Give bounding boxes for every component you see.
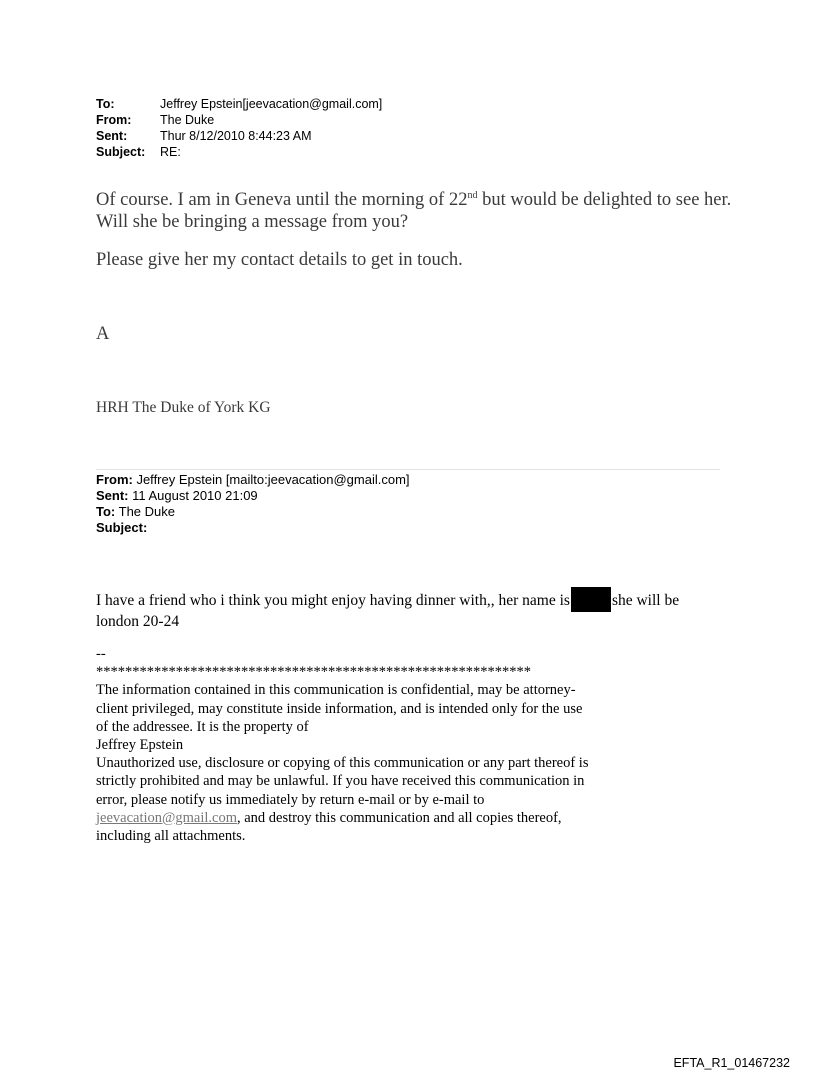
forwarded-header	[96, 472, 410, 536]
signature: HRH The Duke of York KG	[96, 399, 271, 416]
disclaimer	[96, 645, 596, 845]
reply-text-end: but would be delighted to see her. Will she be bringing a message from you?	[96, 190, 732, 232]
reply-paragraph-1	[96, 189, 736, 233]
redaction-box	[571, 587, 611, 612]
email-link[interactable]: jeevacation@gmail.com	[96, 809, 237, 826]
disclaimer-owner: Jeffrey Epstein	[96, 737, 184, 754]
header-subject-row	[96, 144, 382, 160]
asterisk-separator: ************************************************************	[96, 664, 531, 681]
fwd-from-row	[96, 472, 410, 488]
fwd-from-label: From:	[96, 472, 133, 487]
to-label: To:	[96, 97, 115, 111]
header-to-row	[96, 96, 382, 112]
message-text-end: she will be london 20-24	[96, 592, 680, 630]
from-value: The Duke	[160, 113, 215, 127]
subject-label: Subject:	[96, 145, 146, 159]
document-id: EFTA_R1_01467232	[673, 1056, 790, 1070]
message-text-start: I have a friend who i think you might enjoy having dinner with,, her name is	[96, 592, 570, 609]
disclaimer-text-1: The information contained in this communication is confidential, may be attorney-client privileged, may constitute inside information, and is intended only for the use of the addressee. It is the property of	[96, 682, 583, 735]
subject-value: RE:	[160, 145, 181, 159]
disclaimer-text-3: , and destroy this communication and all copies thereof, including all attachments.	[96, 809, 562, 845]
ordinal-suffix: nd	[467, 190, 478, 201]
disclaimer-text-2: Unauthorized use, disclosure or copying of this communication or any part thereof is strictly prohibited and may be unlawful. If you have received this communication in error, please notify us immediately by return e-mail or by e-mail to	[96, 755, 589, 808]
sign-initial: A	[96, 324, 110, 344]
fwd-sent-row	[96, 488, 410, 504]
fwd-subject-label: Subject:	[96, 520, 148, 535]
header-sent-row	[96, 128, 382, 144]
fwd-subject-row	[96, 520, 410, 536]
divider-line	[96, 469, 720, 470]
signature-dashes: --	[96, 646, 106, 662]
fwd-from-value: Jeffrey Epstein [mailto:jeevacation@gmail.com]	[132, 472, 410, 487]
email-header	[96, 96, 382, 160]
fwd-to-row	[96, 504, 410, 520]
disclaimer-text-2-block	[96, 754, 596, 845]
sent-label: Sent:	[96, 129, 128, 143]
fwd-sent-value: 11 August 2010 21:09	[128, 488, 258, 503]
reply-paragraph-2: Please give her my contact details to get in touch.	[96, 250, 463, 270]
fwd-sent-label: Sent:	[96, 488, 129, 503]
fwd-to-value: The Duke	[115, 504, 175, 519]
sent-value: Thur 8/12/2010 8:44:23 AM	[160, 129, 312, 143]
from-label: From:	[96, 113, 132, 127]
reply-text-start: Of course. I am in Geneva until the morning of 22	[96, 190, 468, 210]
fwd-to-label: To:	[96, 504, 116, 519]
to-value: Jeffrey Epstein[jeevacation@gmail.com]	[160, 97, 383, 111]
forwarded-message	[96, 587, 716, 631]
header-from-row	[96, 112, 382, 128]
